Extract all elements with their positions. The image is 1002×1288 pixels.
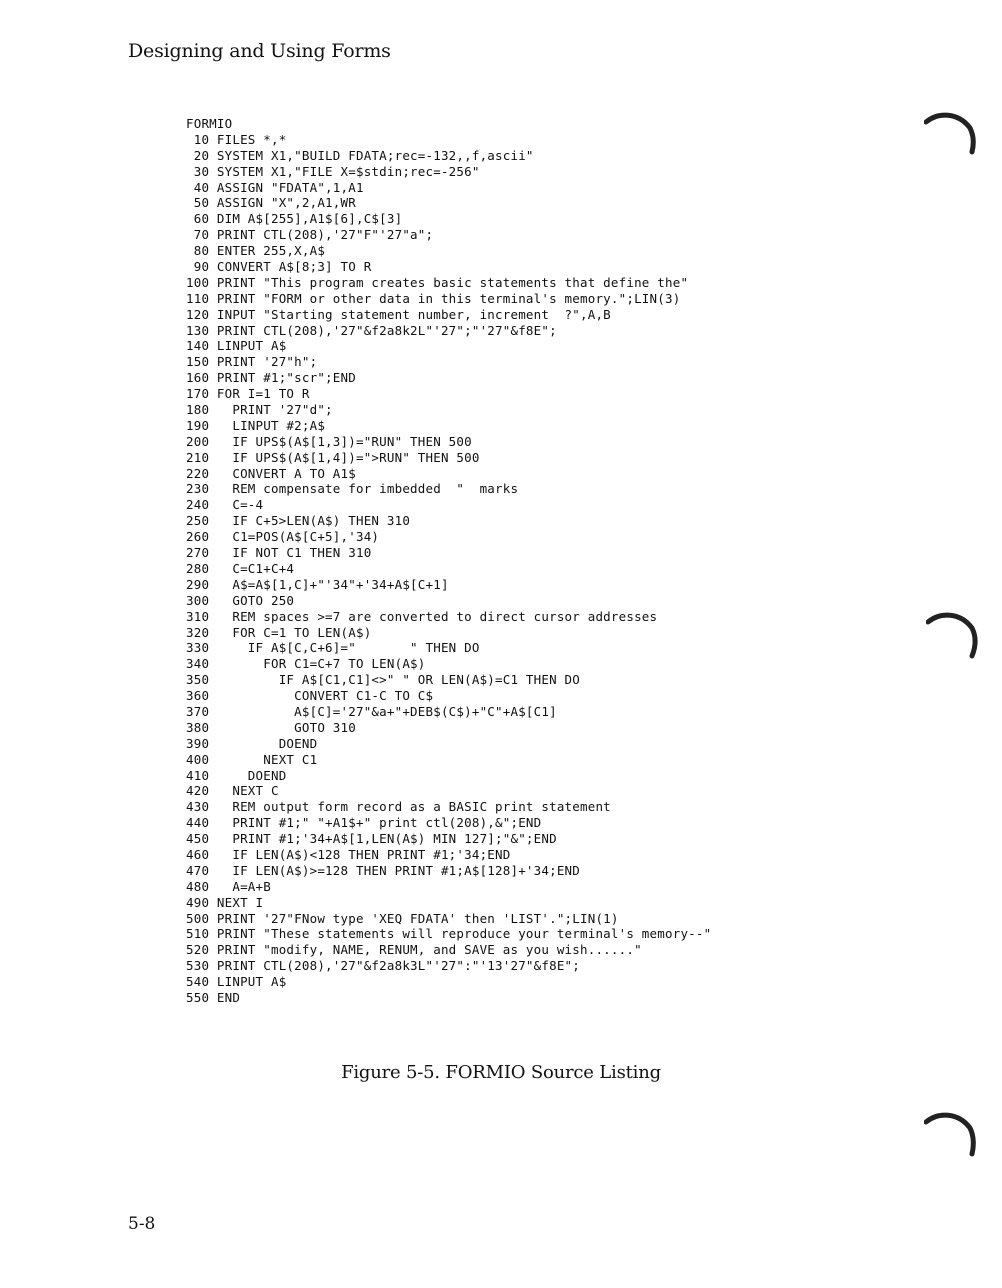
code-line: 200 IF UPS$(A$[1,3])="RUN" THEN 500 [186, 433, 472, 449]
code-line: 460 IF LEN(A$)<128 THEN PRINT #1;'34;END [186, 846, 511, 862]
code-line: 360 CONVERT C1-C TO C$ [186, 688, 434, 704]
code-line: 20 SYSTEM X1,"BUILD FDATA;rec=-132,,f,ascii" [186, 147, 534, 163]
binder-tab-mark [924, 108, 976, 172]
code-line: 10 FILES *,* [186, 131, 287, 147]
code-line: 70 PRINT CTL(208),'27"F"'27"a"; [186, 227, 434, 243]
code-line: 440 PRINT #1;" "+A1$+" print ctl(208),&";END [186, 815, 542, 831]
code-line: 450 PRINT #1;'34+A$[1,LEN(A$) MIN 127];"&";END [186, 831, 557, 847]
code-line: 280 C=C1+C+4 [186, 560, 295, 576]
code-line: 270 IF NOT C1 THEN 310 [186, 545, 372, 561]
code-line: 60 DIM A$[255],A1$[6],C$[3] [186, 211, 403, 227]
code-line: 330 IF A$[C,C+6]=" " THEN DO [186, 640, 480, 656]
code-line: 540 LINPUT A$ [186, 974, 287, 990]
code-line: 80 ENTER 255,X,A$ [186, 243, 326, 259]
code-line: 90 CONVERT A$[8;3] TO R [186, 259, 372, 275]
code-line: 320 FOR C=1 TO LEN(A$) [186, 624, 372, 640]
code-line: 400 NEXT C1 [186, 751, 318, 767]
code-line: 430 REM output form record as a BASIC print statement [186, 799, 611, 815]
code-line: 390 DOEND [186, 735, 318, 751]
code-line: 480 A=A+B [186, 878, 271, 894]
code-line: 530 PRINT CTL(208),'27"&f2a8k3L"'27":"'13'27"&f8E"; [186, 958, 581, 974]
source-listing [186, 116, 826, 1006]
code-line: 500 PRINT '27"FNow type 'XEQ FDATA' then 'LIST'.";LIN(1) [186, 910, 619, 926]
code-line: 170 FOR I=1 TO R [186, 386, 310, 402]
code-line: 410 DOEND [186, 767, 287, 783]
page-number: 5-8 [128, 1214, 156, 1234]
code-line: 100 PRINT "This program creates basic statements that define the" [186, 274, 689, 290]
code-line: 110 PRINT "FORM or other data in this terminal's memory.";LIN(3) [186, 290, 681, 306]
code-line: 240 C=-4 [186, 497, 264, 513]
binder-tab-mark [926, 606, 978, 670]
code-line: 210 IF UPS$(A$[1,4])=">RUN" THEN 500 [186, 449, 480, 465]
code-line: FORMIO [186, 116, 233, 131]
code-line: 350 IF A$[C1,C1]<>" " OR LEN(A$)=C1 THEN DO [186, 672, 581, 688]
page-header: Designing and Using Forms [128, 40, 391, 62]
code-line: 150 PRINT '27"h"; [186, 354, 318, 370]
code-line: 300 GOTO 250 [186, 592, 295, 608]
code-line: 370 A$[C]='27"&a+"+DEB$(C$)+"C"+A$[C1] [186, 703, 557, 719]
code-line: 230 REM compensate for imbedded " marks [186, 481, 519, 497]
code-line: 490 NEXT I [186, 894, 264, 910]
code-line: 550 END [186, 989, 241, 1005]
code-line: 40 ASSIGN "FDATA",1,A1 [186, 179, 364, 195]
code-line: 290 A$=A$[1,C]+"'34"+'34+A$[C+1] [186, 576, 449, 592]
code-line: 340 FOR C1=C+7 TO LEN(A$) [186, 656, 426, 672]
code-line: 220 CONVERT A TO A1$ [186, 465, 356, 481]
binder-tab-mark [924, 1108, 976, 1172]
code-line: 470 IF LEN(A$)>=128 THEN PRINT #1;A$[128]+'34;END [186, 862, 581, 878]
code-line: 120 INPUT "Starting statement number, increment ?",A,B [186, 306, 611, 322]
code-line: 50 ASSIGN "X",2,A1,WR [186, 195, 356, 211]
code-line: 420 NEXT C [186, 783, 279, 799]
code-line: 180 PRINT '27"d"; [186, 402, 333, 418]
code-line: 380 GOTO 310 [186, 719, 356, 735]
code-line: 520 PRINT "modify, NAME, RENUM, and SAVE as you wish......" [186, 942, 642, 958]
code-line: 130 PRINT CTL(208),'27"&f2a8k2L"'27";"'27"&f8E"; [186, 322, 557, 338]
code-line: 30 SYSTEM X1,"FILE X=$stdin;rec=-256" [186, 163, 480, 179]
code-line: 510 PRINT "These statements will reproduce your terminal's memory--" [186, 926, 712, 942]
code-line: 310 REM spaces >=7 are converted to direct cursor addresses [186, 608, 658, 624]
code-line: 190 LINPUT #2;A$ [186, 417, 326, 433]
code-line: 160 PRINT #1;"scr";END [186, 370, 356, 386]
figure-caption: Figure 5-5. FORMIO Source Listing [341, 1062, 661, 1083]
code-line: 140 LINPUT A$ [186, 338, 287, 354]
code-line: 260 C1=POS(A$[C+5],'34) [186, 529, 380, 545]
code-line: 250 IF C+5>LEN(A$) THEN 310 [186, 513, 411, 529]
